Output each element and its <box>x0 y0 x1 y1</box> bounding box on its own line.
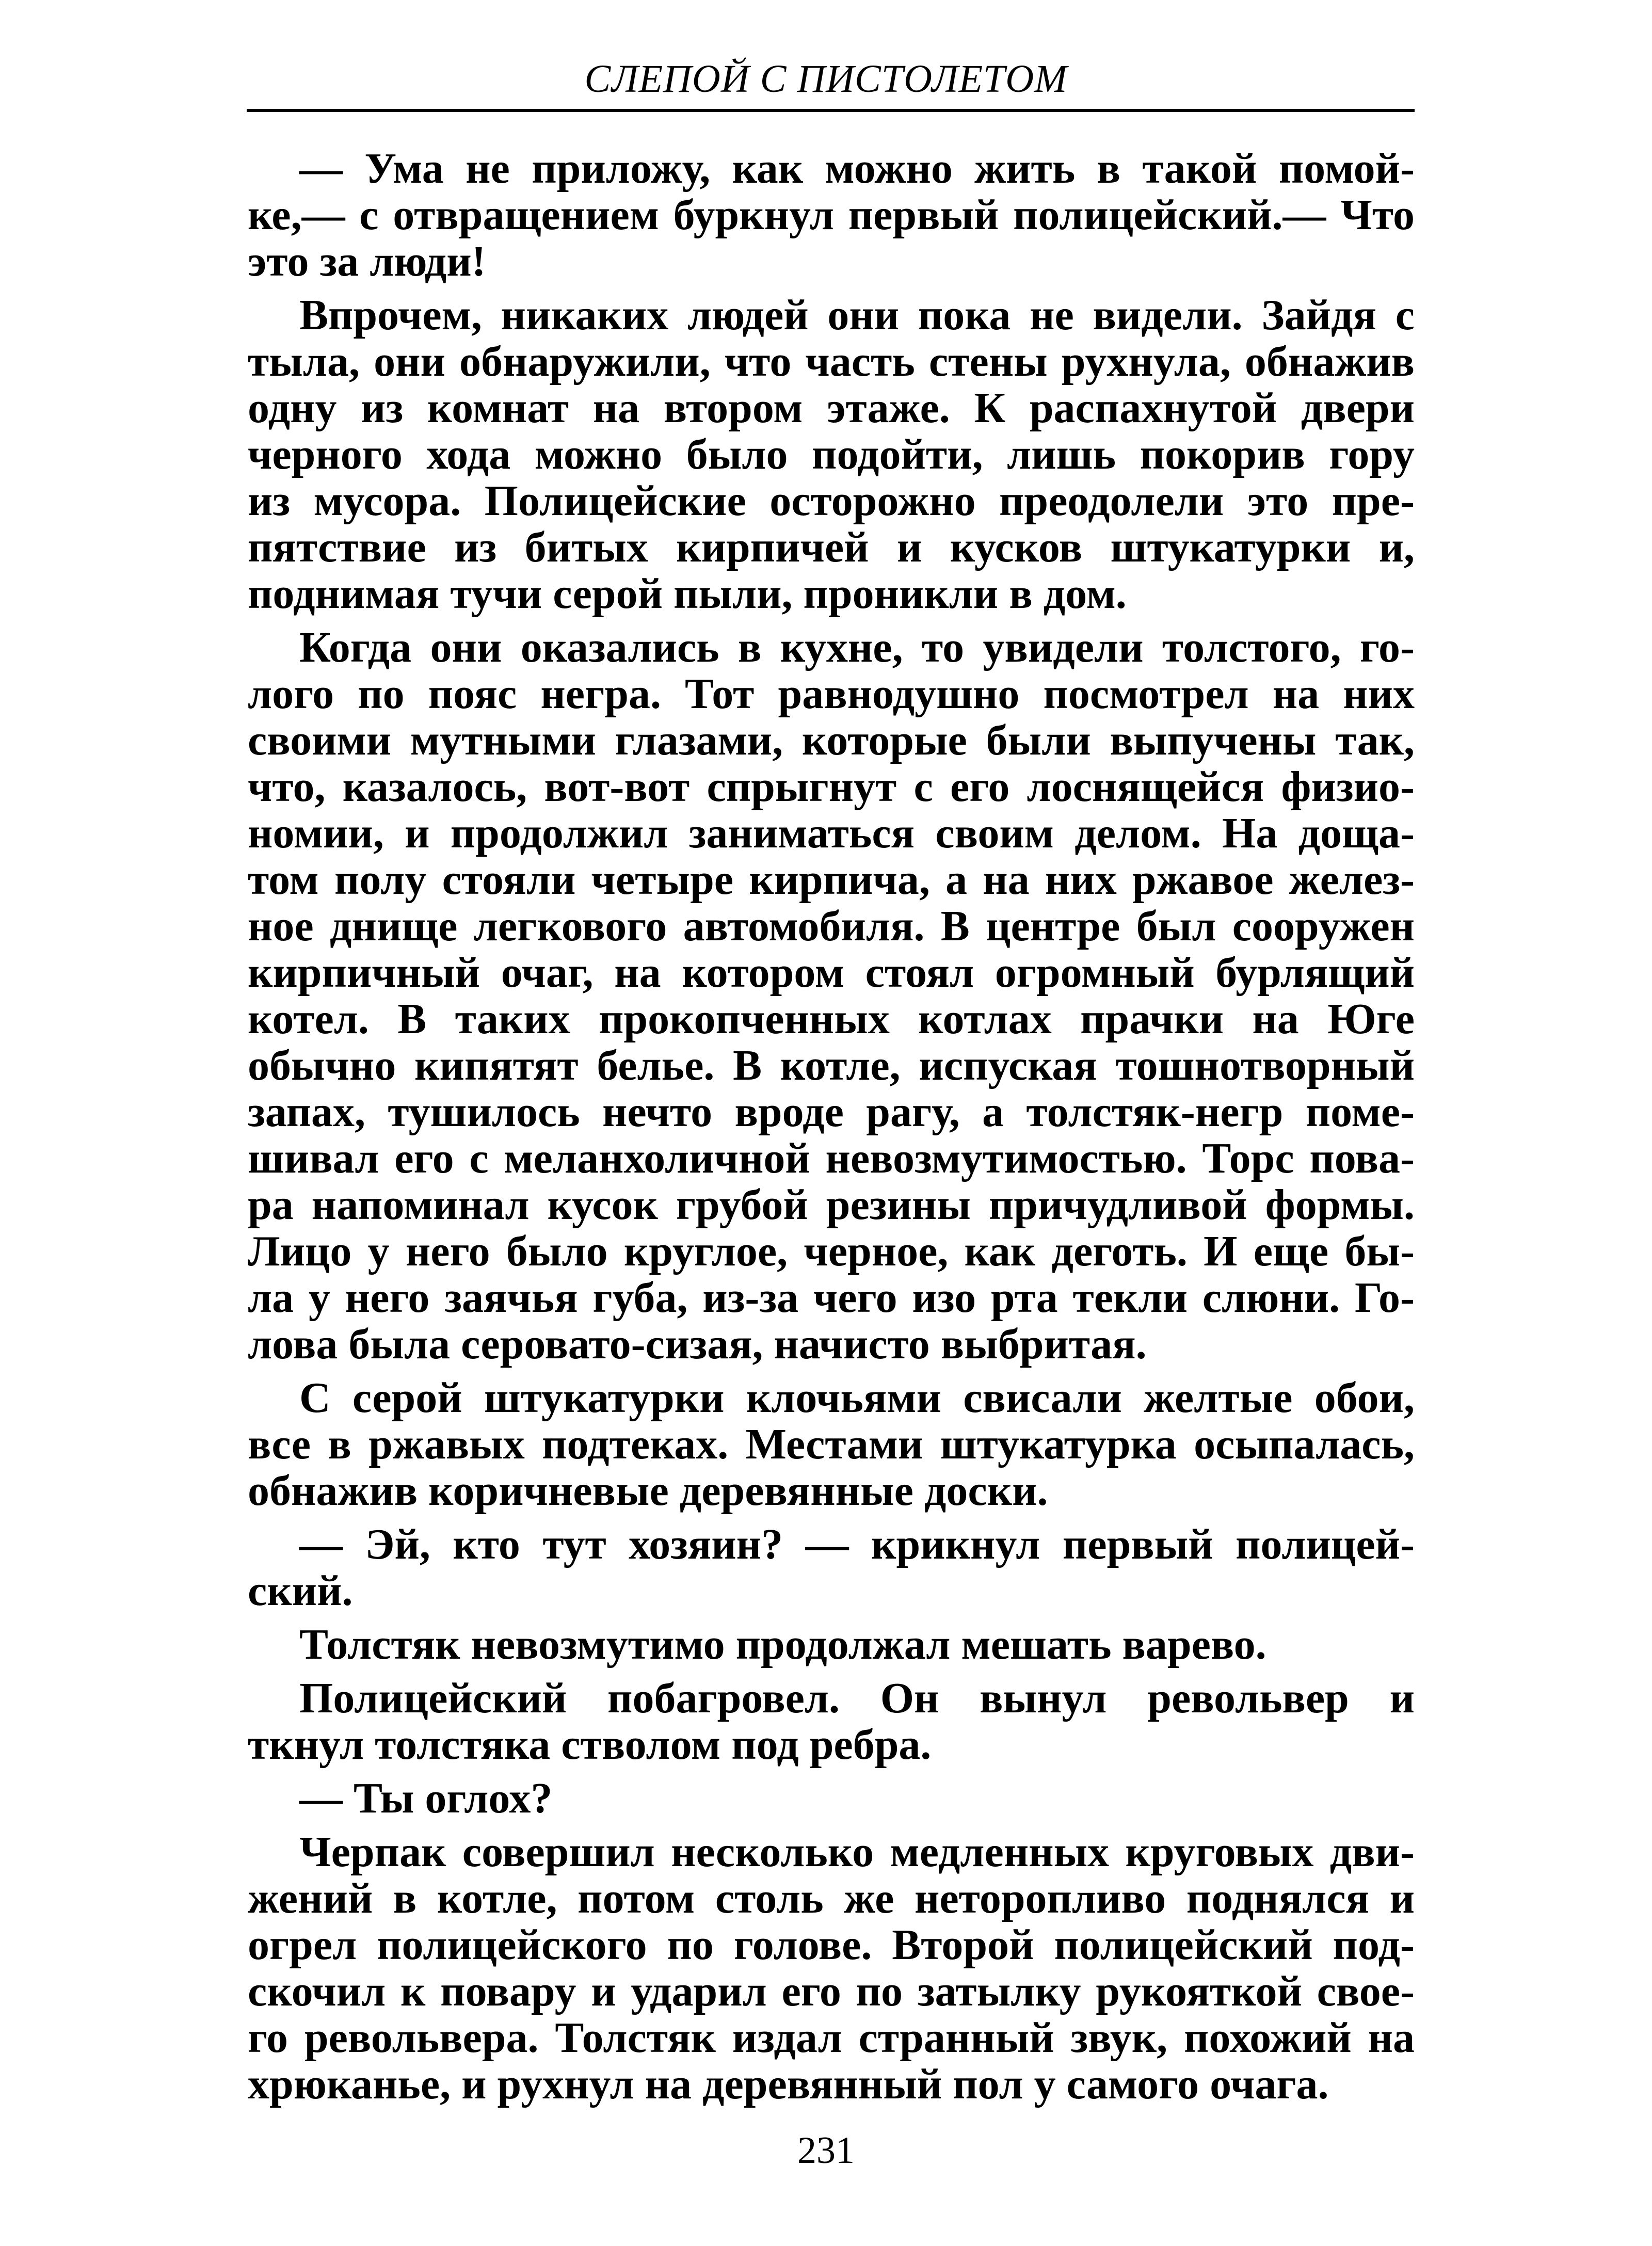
text-line: скочил к повару и ударил его по затылку рукояткой свое- <box>248 1967 1415 2015</box>
text-line: котел. В таких прокопченных котлах прачки на Юге <box>248 995 1415 1043</box>
header-rule <box>247 109 1415 112</box>
paragraph <box>248 1675 1415 1768</box>
text-line: ра напоминал кусок грубой резины причудливой формы. <box>248 1181 1415 1229</box>
page-number: 231 <box>797 2129 855 2172</box>
paragraph <box>248 1521 1415 1614</box>
text-line: тыла, они обнаружили, что часть стены рухнула, обнажив <box>248 338 1415 386</box>
text-line: Полицейский побагровел. Он вынул револьвер и <box>299 1674 1415 1722</box>
paragraph <box>248 1829 1415 2108</box>
paragraph <box>248 1775 1415 1822</box>
text-line: одну из комнат на втором этаже. К распахнутой двери <box>248 384 1415 432</box>
text-line: — Ты оглох? <box>299 1774 553 1822</box>
text-line: ткнул толстяка стволом под ребра. <box>248 1721 932 1769</box>
paragraph <box>248 1375 1415 1514</box>
text-line: Впрочем, никаких людей они пока не видели. Зайдя с <box>299 291 1415 339</box>
text-line: го револьвера. Толстяк издал странный звук, похожий на <box>248 2014 1415 2062</box>
paragraph <box>248 624 1415 1368</box>
text-line: Лицо у него было круглое, черное, как деготь. И еще бы- <box>248 1227 1415 1275</box>
text-line: лого по пояс негра. Тот равнодушно посмотрел на них <box>248 670 1415 718</box>
text-line: том полу стояли четыре кирпича, а на них ржавое желез- <box>248 856 1415 904</box>
text-line: — Эй, кто тут хозяин? — крикнул первый полицей- <box>299 1520 1415 1568</box>
paragraph <box>248 1622 1415 1668</box>
text-line: запах, тушилось нечто вроде рагу, а толстяк-негр поме- <box>248 1088 1415 1136</box>
text-line: — Ума не приложу, как можно жить в такой помой- <box>299 145 1415 192</box>
paragraph <box>248 146 1415 285</box>
text-line: Толстяк невозмутимо продолжал мешать варево. <box>299 1621 1266 1669</box>
text-line: Когда они оказались в кухне, то увидели толстого, го- <box>299 623 1415 671</box>
text-line: огрел полицейского по голове. Второй полицейский под- <box>248 1921 1415 1969</box>
running-head-title: СЛЕПОЙ С ПИСТОЛЕТОМ <box>584 57 1068 101</box>
text-line: лова была серовато-сизая, начисто выбритая. <box>248 1320 1147 1368</box>
text-line: номии, и продолжил заниматься своим делом. На доща- <box>248 809 1415 857</box>
text-line: это за люди! <box>248 237 486 285</box>
text-line: своими мутными глазами, которые были выпучены так, <box>248 716 1415 764</box>
text-line: из мусора. Полицейские осторожно преодолели это пре- <box>248 477 1415 525</box>
text-line: Черпак совершил несколько медленных круговых дви- <box>299 1828 1415 1876</box>
body-text <box>248 146 1415 2108</box>
text-line: обнажив коричневые деревянные доски. <box>248 1467 1048 1515</box>
text-line: шивал его с меланхоличной невозмутимостью. Торс пова- <box>248 1134 1415 1182</box>
paragraph <box>248 292 1415 617</box>
text-line: что, казалось, вот-вот спрыгнут с его лоснящейся физио- <box>248 763 1415 811</box>
text-line: обычно кипятят белье. В котле, испуская тошнотворный <box>248 1041 1415 1089</box>
text-line: жений в котле, потом столь же неторопливо поднялся и <box>248 1874 1415 1922</box>
text-line: ке,— с отвращением буркнул первый полицейский.— Что <box>248 191 1415 239</box>
text-line: хрюканье, и рухнул на деревянный пол у самого очага. <box>248 2060 1329 2108</box>
text-line: черного хода можно было подойти, лишь покорив гору <box>248 430 1415 478</box>
text-line: все в ржавых подтеках. Местами штукатурка осыпалась, <box>248 1420 1415 1468</box>
text-line: ла у него заячья губа, из-за чего изо рта текли слюни. Го- <box>248 1274 1415 1322</box>
text-line: кирпичный очаг, на котором стоял огромный бурлящий <box>248 949 1415 997</box>
text-line: ное днище легкового автомобиля. В центре был сооружен <box>248 902 1415 950</box>
text-line: ский. <box>248 1567 353 1615</box>
text-line: поднимая тучи серой пыли, проникли в дом. <box>248 570 1127 618</box>
text-line: С серой штукатурки клочьями свисали желтые обои, <box>299 1374 1415 1422</box>
text-line: пятствие из битых кирпичей и кусков штукатурки и, <box>248 523 1415 571</box>
